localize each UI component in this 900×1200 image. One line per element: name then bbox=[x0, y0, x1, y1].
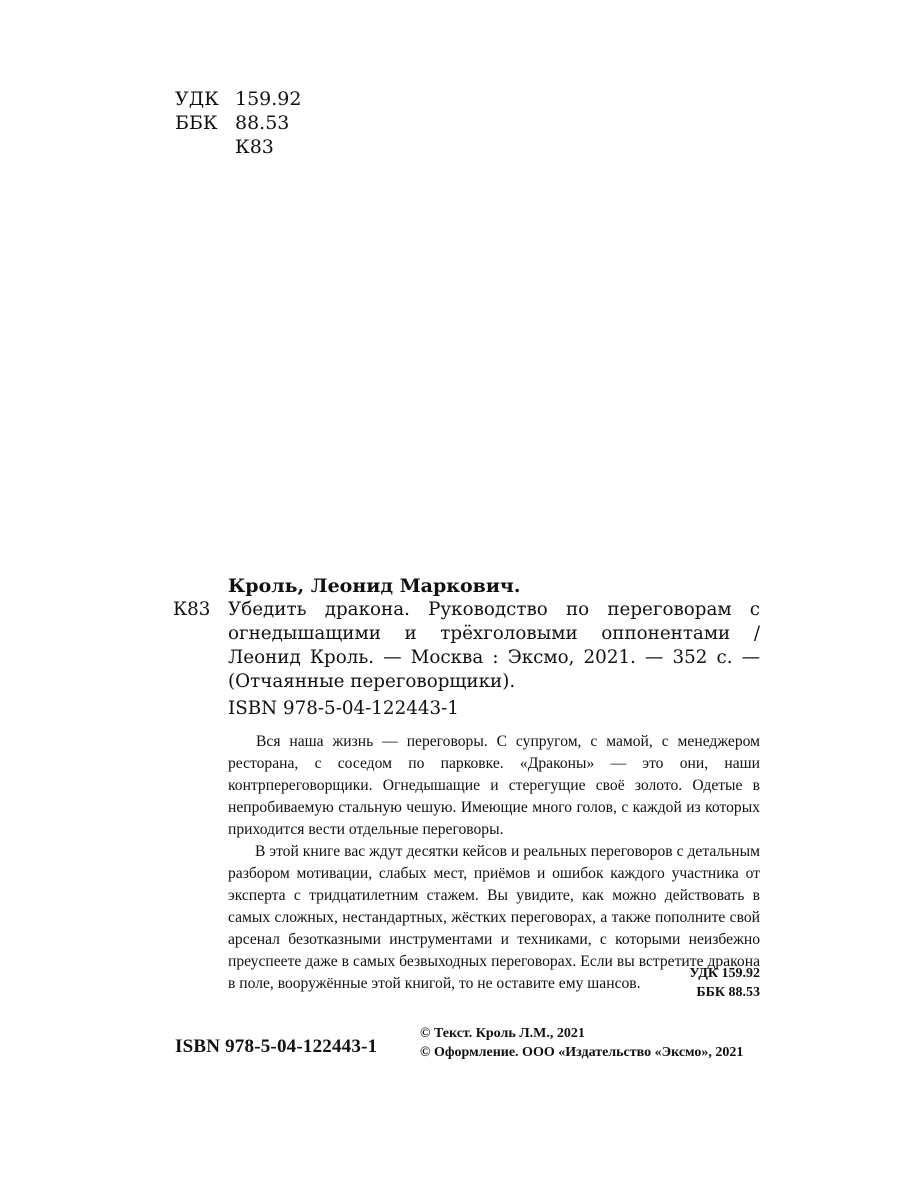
copyright-block bbox=[420, 1024, 743, 1062]
annotation-paragraph-2: В этой книге вас ждут десятки кейсов и реальных переговоров с детальным разбором мотивации, слабых мест, приёмов и ошибок каждого участника от эксперта с тридцатилетним стажем. Вы увидите, как можно действовать в самых сложных, нестандартных, жёстких переговорах, а также пополните свой арсенал безотказными инструментами и техниками, с которыми неизбежно преуспеете даже в самых безвыходных переговорах. Если вы встретите дракона в поле, вооружённые этой книгой, то не оставите ему шансов. bbox=[228, 843, 760, 992]
classification-codes bbox=[175, 87, 301, 159]
bbk-row bbox=[175, 111, 301, 135]
footer-isbn: ISBN 978-5-04-122443-1 bbox=[175, 1036, 378, 1057]
copyright-design: © Оформление. ООО «Издательство «Эксмо», 2021 bbox=[420, 1045, 744, 1060]
annotation bbox=[228, 731, 760, 995]
annotation-paragraph-1: Вся наша жизнь — переговоры. С супругом, с мамой, с менеджером ресторана, с соседом по парковке. «Драконы» — это они, наши контрпереговорщики. Огнедышащие и стерегущие своё золото. Одетые в непробиваемую стальную чешую. Имеющие много голов, с каждой из которых приходится вести отдельные переговоры. bbox=[228, 733, 760, 838]
entry-description: Убедить дракона. Руководство по переговорам с огнедышащими и трёхголовыми оппонентами / Леонид Кроль. — Москва : Эксмо, 2021. — 352 с. — (Отчаянные переговорщики). bbox=[228, 599, 760, 692]
entry-code: К83 bbox=[173, 599, 211, 620]
udk-label: УДК bbox=[175, 88, 219, 110]
author-mark-row bbox=[175, 135, 301, 159]
udk-value: 159.92 bbox=[235, 88, 302, 110]
author-heading: Кроль, Леонид Маркович. bbox=[228, 575, 521, 597]
bbk-label: ББК bbox=[175, 112, 218, 134]
author-mark: К83 bbox=[235, 136, 274, 158]
catalog-entry bbox=[173, 598, 760, 694]
copyright-text: © Текст. Кроль Л.М., 2021 bbox=[420, 1026, 585, 1041]
entry-isbn: ISBN 978-5-04-122443-1 bbox=[228, 698, 459, 719]
bbk-value: 88.53 bbox=[235, 112, 290, 134]
annotation-codes bbox=[682, 964, 760, 1002]
annotation-udk: УДК 159.92 bbox=[689, 966, 760, 981]
annotation-bbk: ББК 88.53 bbox=[696, 985, 760, 1000]
udk-row bbox=[175, 87, 301, 111]
